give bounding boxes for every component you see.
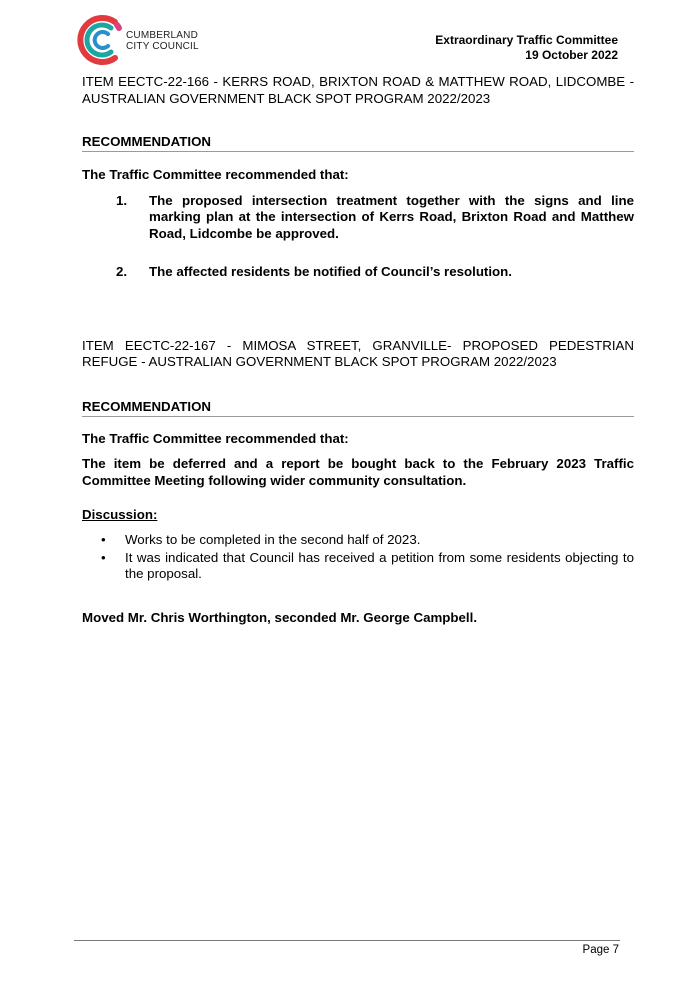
recommendation-list <box>82 193 634 281</box>
logo-line-2: CITY COUNCIL <box>126 41 199 52</box>
page-header <box>435 33 618 63</box>
recommendation-intro: The Traffic Committee recommended that: <box>82 430 349 446</box>
footer-divider <box>74 940 620 941</box>
recommendation-heading: RECOMMENDATION <box>82 399 634 417</box>
recommendation-heading: RECOMMENDATION <box>82 134 634 152</box>
discussion-heading: Discussion: <box>82 507 158 522</box>
recommendation-text: The proposed intersection treatment together with the signs and line marking plan at the intersection of Kerrs Road, Brixton Road and Matthew Road, Lidcombe be approved. <box>149 192 634 241</box>
recommendation-number: 1. <box>116 192 128 208</box>
recommendation-text: The affected residents be notified of Council’s resolution. <box>149 264 512 279</box>
discussion-text: It was indicated that Council has received a petition from some residents objecting to the proposal. <box>125 549 634 581</box>
item-title: ITEM EECTC-22-167 - MIMOSA STREET, GRANVILLE- PROPOSED PEDESTRIAN REFUGE - AUSTRALIAN GOVERNMENT BLACK SPOT PROGRAM 2022/2023 <box>82 337 634 369</box>
logo-line-1: CUMBERLAND <box>126 30 199 41</box>
recommendation-intro: The Traffic Committee recommended that: <box>82 167 349 182</box>
discussion-point <box>82 550 634 583</box>
discussion-list <box>82 532 634 583</box>
discussion-point <box>82 532 634 549</box>
council-logo-mark <box>77 12 127 68</box>
recommendation-number: 2. <box>116 264 128 279</box>
bullet-icon: • <box>101 532 106 547</box>
page-content <box>82 74 634 626</box>
meeting-date: 19 October 2022 <box>525 48 618 62</box>
recommendation-item <box>82 264 634 281</box>
council-logo <box>77 12 197 68</box>
council-logo-text <box>126 30 199 52</box>
moved-seconded: Moved Mr. Chris Worthington, seconded Mr. George Campbell. <box>82 609 478 625</box>
recommendation-item <box>82 193 634 243</box>
item-title: ITEM EECTC-22-166 - KERRS ROAD, BRIXTON ROAD & MATTHEW ROAD, LIDCOMBE - AUSTRALIAN GOVERNMENT BLACK SPOT PROGRAM 2022/2023 <box>82 74 634 106</box>
discussion-text: Works to be completed in the second half of 2023. <box>125 532 421 547</box>
resolution-text: The item be deferred and a report be bought back to the February 2023 Traffic Committee Meeting following wider community consultation. <box>82 456 634 488</box>
committee-name: Extraordinary Traffic Committee <box>435 33 618 47</box>
bullet-icon: • <box>101 549 106 565</box>
page-number: Page 7 <box>582 944 619 956</box>
